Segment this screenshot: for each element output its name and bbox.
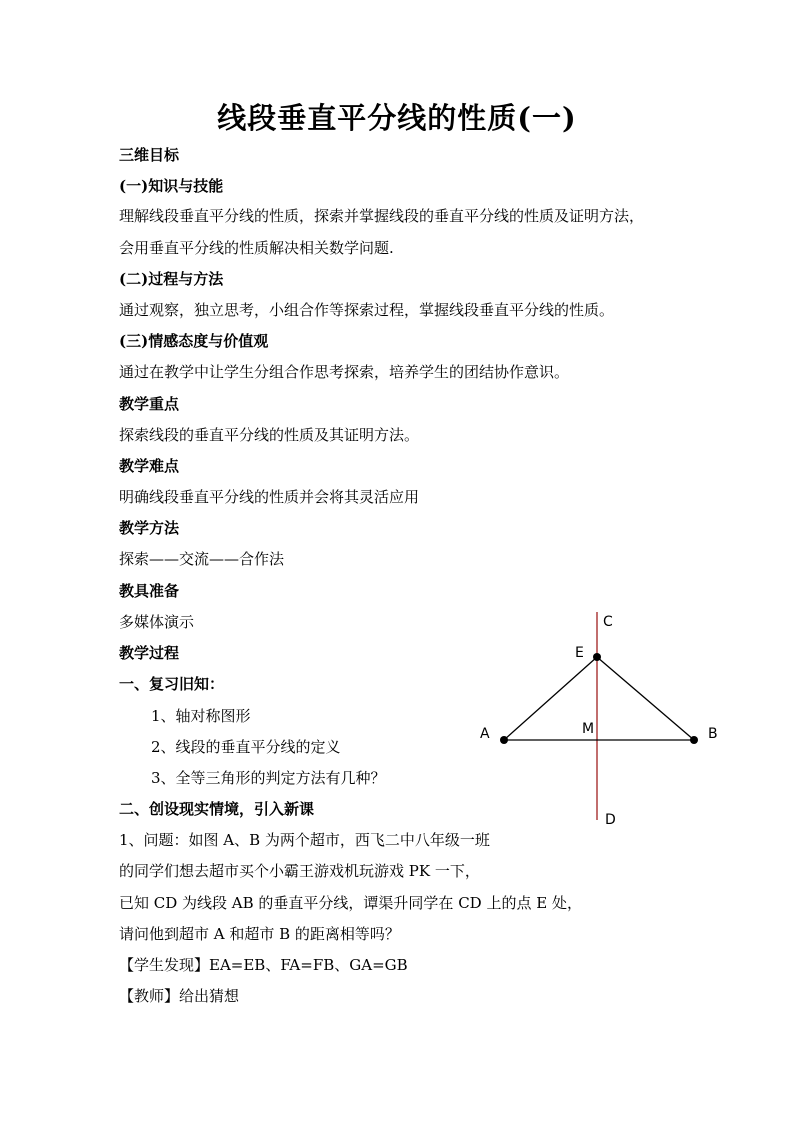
label-e: E	[575, 645, 584, 661]
point-a	[500, 736, 508, 744]
review-item: 3、全等三角形的判定方法有几种？	[151, 769, 386, 787]
goals-heading: 三维目标	[119, 146, 180, 164]
method-text: 探索——交流——合作法	[119, 550, 285, 568]
point-e	[593, 653, 601, 661]
review-item: 1、轴对称图形	[151, 707, 251, 725]
procedure-heading: 教学过程	[119, 644, 180, 662]
method-heading: 教学方法	[119, 519, 180, 537]
scenario-heading: 二、创设现实情境，引入新课	[119, 800, 315, 818]
segment-eb	[597, 657, 694, 740]
label-b: B	[708, 726, 718, 742]
teacher-note: 【教师】给出猜想	[119, 987, 240, 1005]
label-d: D	[605, 812, 616, 828]
page-title: 线段垂直平分线的性质(一)	[217, 101, 577, 135]
keypoint-heading: 教学重点	[119, 395, 180, 413]
figure-svg	[470, 608, 730, 833]
knowledge-heading: (一)知识与技能	[119, 177, 224, 195]
emotion-heading: (三)情感态度与价值观	[119, 332, 269, 350]
emotion-text: 通过在教学中让学生分组合作思考探索，培养学生的团结协作意识。	[119, 363, 570, 381]
scenario-line: 1、问题：如图 A、B 为两个超市，西飞二中八年级一班	[119, 831, 490, 849]
process-heading: (二)过程与方法	[119, 270, 224, 288]
point-b	[690, 736, 698, 744]
perpendicular-bisector-figure	[470, 608, 730, 833]
knowledge-text-2: 会用垂直平分线的性质解决相关数学问题.	[119, 239, 394, 257]
review-heading: 一、复习旧知：	[119, 675, 225, 693]
label-a: A	[480, 726, 490, 742]
tools-text: 多媒体演示	[119, 613, 195, 631]
scenario-line: 请问他到超市 A 和超市 B 的距离相等吗？	[119, 925, 400, 943]
label-m: M	[582, 721, 595, 737]
review-item: 2、线段的垂直平分线的定义	[151, 738, 341, 756]
difficulty-text: 明确线段垂直平分线的性质并会将其灵活应用	[119, 488, 420, 506]
process-text: 通过观察，独立思考，小组合作等探索过程，掌握线段垂直平分线的性质。	[119, 301, 615, 319]
scenario-line: 的同学们想去超市买个小霸王游戏机玩游戏 PK 一下，	[119, 862, 480, 880]
keypoint-text: 探索线段的垂直平分线的性质及其证明方法。	[119, 426, 420, 444]
scenario-line: 已知 CD 为线段 AB 的垂直平分线，谭渠升同学在 CD 上的点 E 处，	[119, 894, 582, 912]
label-c: C	[603, 614, 613, 630]
difficulty-heading: 教学难点	[119, 457, 180, 475]
tools-heading: 教具准备	[119, 582, 180, 600]
knowledge-text-1: 理解线段垂直平分线的性质，探索并掌握线段的垂直平分线的性质及证明方法，	[119, 207, 645, 225]
student-finding: 【学生发现】EA=EB、FA=FB、GA=GB	[119, 956, 408, 974]
